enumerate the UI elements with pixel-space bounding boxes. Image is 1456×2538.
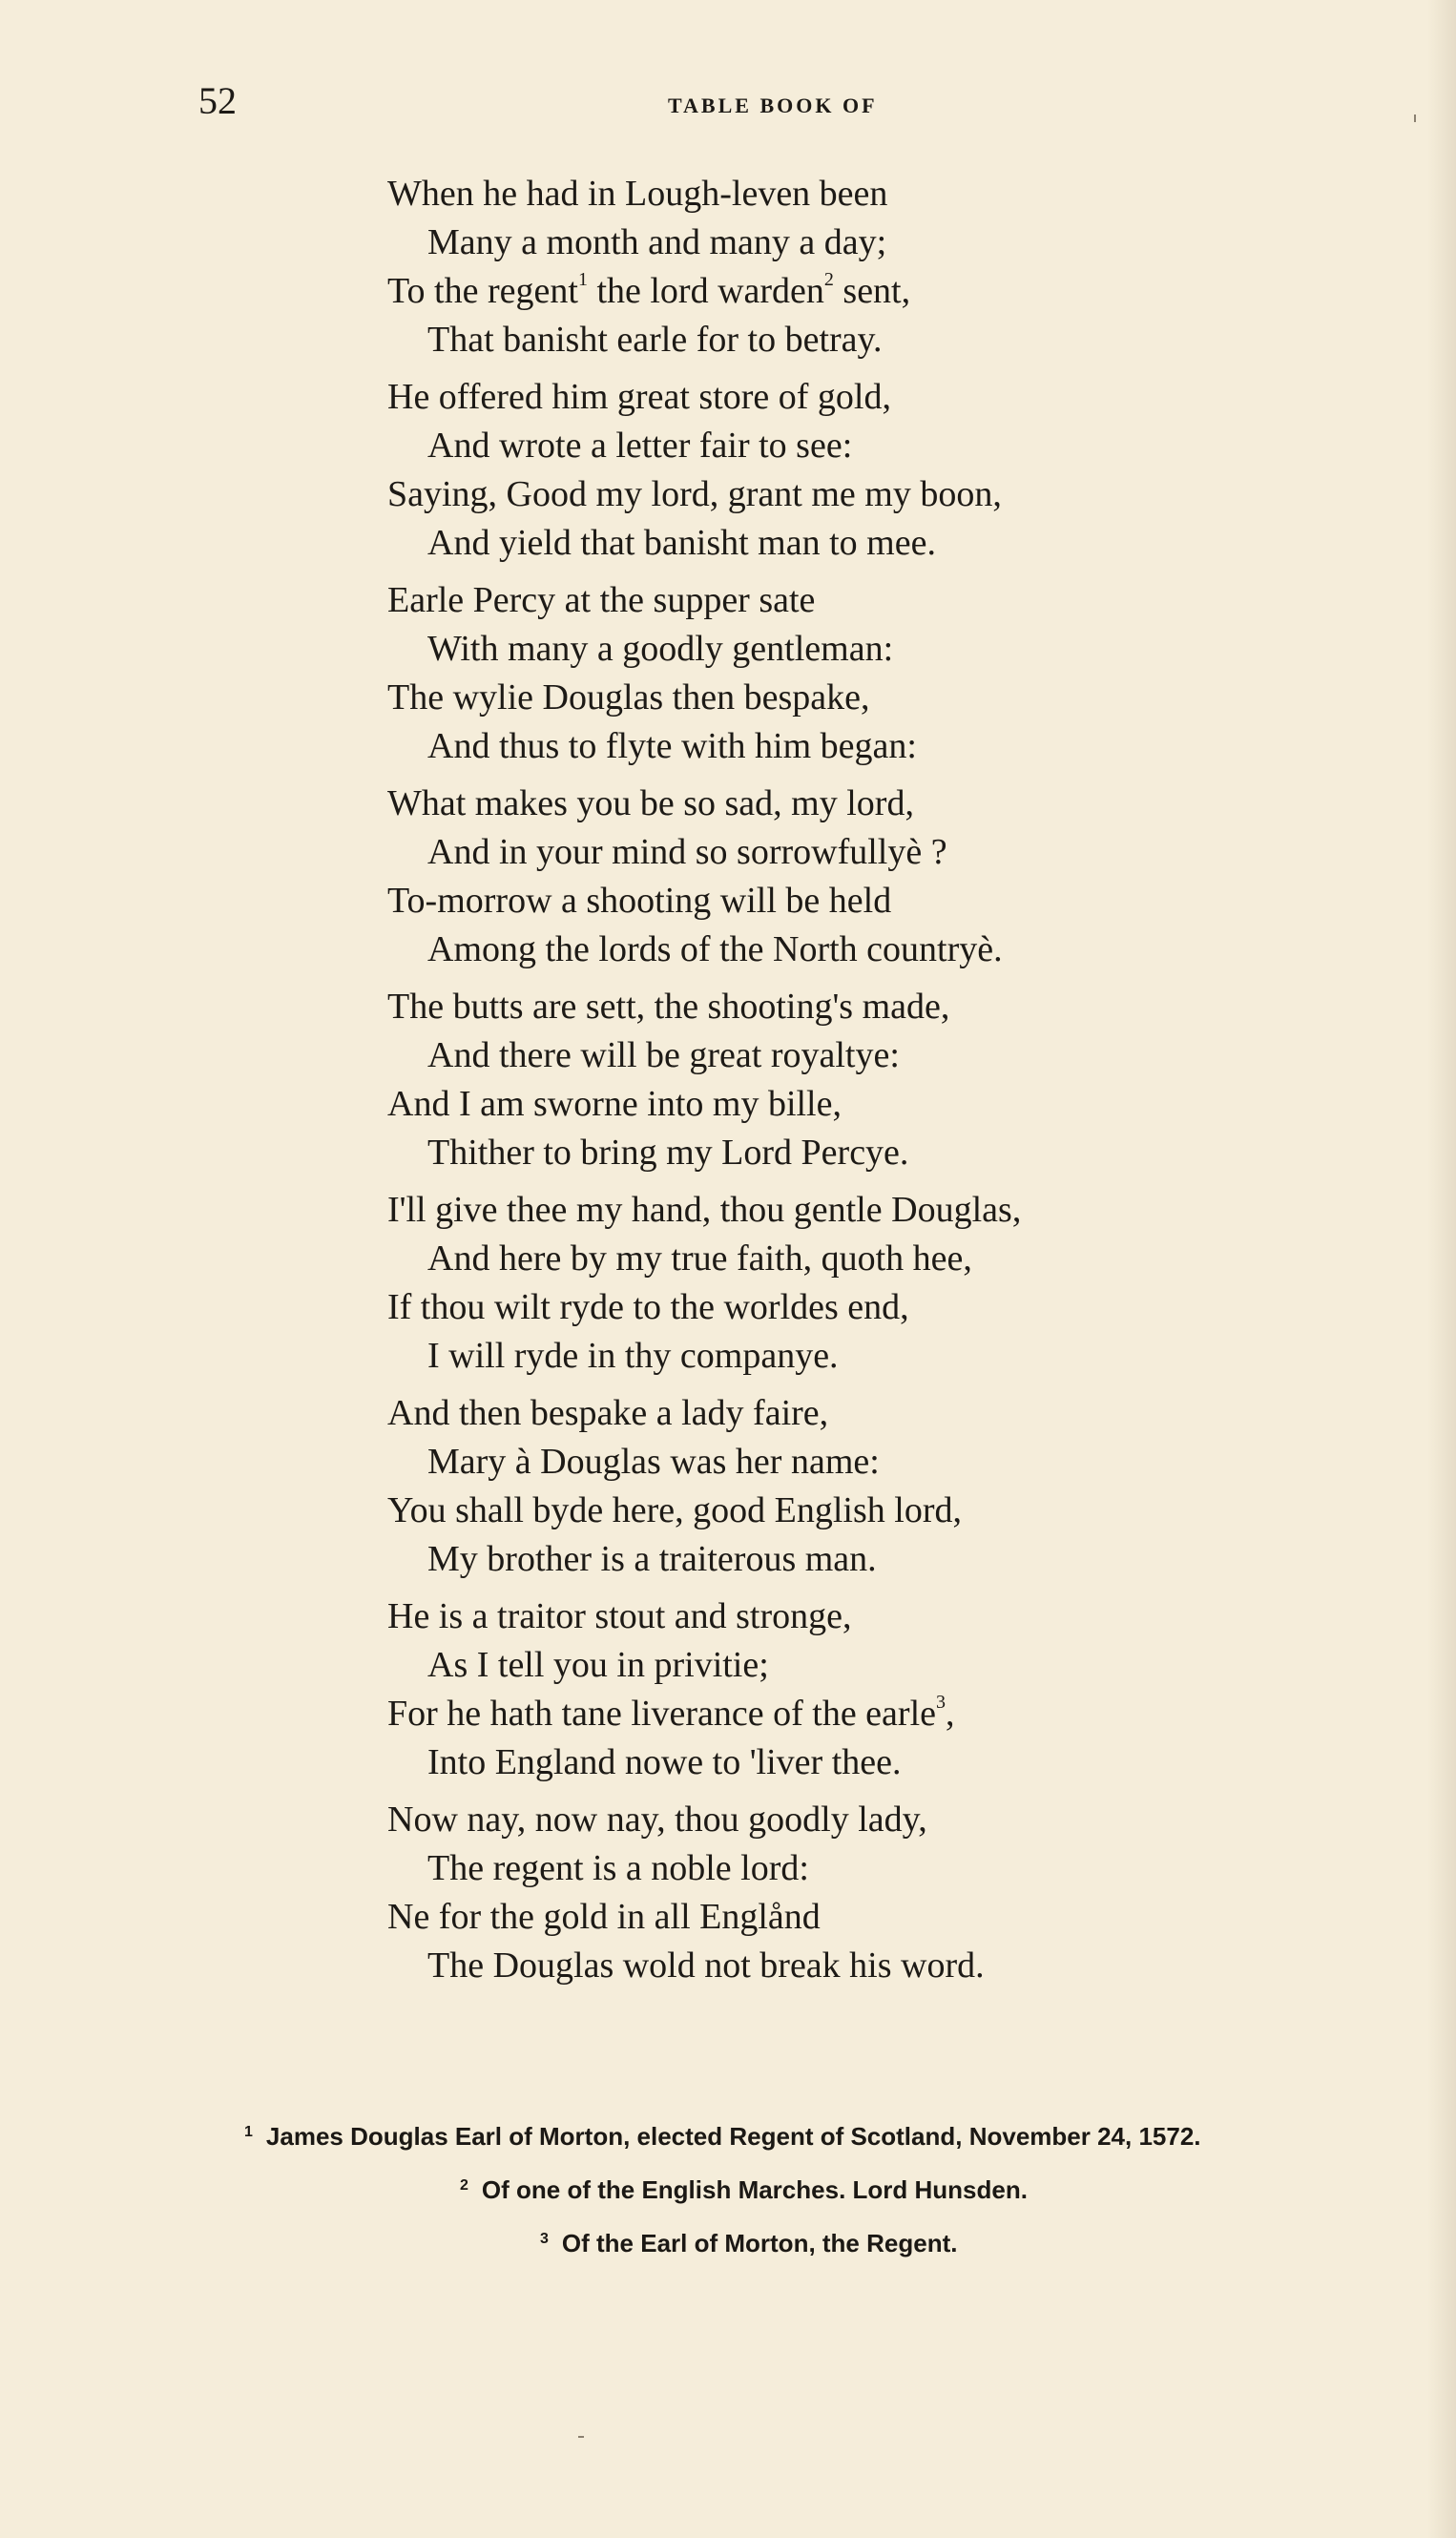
poem-line: Among the lords of the North countryè. xyxy=(427,929,1003,969)
poem-line: Saying, Good my lord, grant me my boon, xyxy=(387,474,1002,514)
poem-line: And I am sworne into my bille, xyxy=(387,1084,842,1124)
footnote-mark: 1 xyxy=(244,2124,253,2140)
poem-line: And here by my true faith, quoth hee, xyxy=(427,1238,972,1279)
stanza xyxy=(387,780,1342,974)
poem-line: And wrote a letter fair to see: xyxy=(427,426,853,466)
poem-line: He is a traitor stout and stronge, xyxy=(387,1596,852,1636)
poem-line: The regent is a noble lord: xyxy=(427,1848,809,1888)
stanza xyxy=(387,1389,1342,1584)
poem-line: Now nay, now nay, thou goodly lady, xyxy=(387,1799,927,1840)
page-number: 52 xyxy=(198,79,237,122)
poem-line: My brother is a traiterous man. xyxy=(427,1539,877,1579)
footnote-mark: 2 xyxy=(460,2177,468,2194)
line-segment: For he hath tane liverance of the earle xyxy=(387,1694,936,1734)
poem-line: If thou wilt ryde to the worldes end, xyxy=(387,1287,909,1327)
poem-line: Ne for the gold in all Englånd xyxy=(387,1897,821,1937)
poem-line: To-morrow a shooting will be held xyxy=(387,881,892,921)
poem-line: And in your mind so sorrowfullyè ? xyxy=(427,832,947,872)
stanza xyxy=(387,1592,1342,1787)
poem-line xyxy=(387,267,1342,316)
poem-line: When he had in Lough-leven been xyxy=(387,174,888,214)
footnote-reference: 3 xyxy=(936,1692,946,1714)
line-segment: , xyxy=(946,1694,955,1734)
poem-line: He offered him great store of gold, xyxy=(387,377,891,417)
poem xyxy=(387,170,1342,1999)
poem-line: I will ryde in thy companye. xyxy=(427,1336,839,1376)
footnote xyxy=(244,2122,1201,2152)
poem-line: And thus to flyte with him began: xyxy=(427,726,917,766)
stanza xyxy=(387,1186,1342,1381)
line-segment: sent, xyxy=(833,271,911,311)
poem-line: What makes you be so sad, my lord, xyxy=(387,783,914,823)
footnote-text: James Douglas Earl of Morton, elected Regent of Scotland, November 24, 1572. xyxy=(265,2122,1201,2151)
poem-line: And yield that banisht man to mee. xyxy=(427,523,936,563)
poem-line: You shall byde here, good English lord, xyxy=(387,1490,962,1530)
stanza xyxy=(387,373,1342,568)
poem-line: The wylie Douglas then bespake, xyxy=(387,677,870,718)
poem-line: The Douglas wold not break his word. xyxy=(427,1945,985,1986)
poem-line: The butts are sett, the shooting's made, xyxy=(387,987,950,1027)
line-segment: the lord warden xyxy=(587,271,824,311)
page-edge-shadow xyxy=(1427,0,1456,2538)
stanza xyxy=(387,170,1342,364)
running-head: TABLE BOOK OF xyxy=(668,94,878,117)
poem-line: Thither to bring my Lord Percye. xyxy=(427,1133,909,1173)
poem-line: Mary à Douglas was her name: xyxy=(427,1442,880,1482)
footnote-reference: 2 xyxy=(823,269,834,291)
stanza xyxy=(387,1796,1342,1990)
footnote xyxy=(460,2175,1028,2205)
poem-line: That banisht earle for to betray. xyxy=(427,320,883,360)
poem-line xyxy=(387,1690,1342,1738)
poem-line: And there will be great royaltye: xyxy=(427,1035,900,1075)
footnote-mark: 3 xyxy=(540,2231,549,2247)
footnote xyxy=(540,2229,957,2258)
poem-line: I'll give thee my hand, thou gentle Douglas, xyxy=(387,1190,1022,1230)
footnote-text: Of one of the English Marches. Lord Hunsden. xyxy=(481,2175,1028,2204)
page-header xyxy=(0,78,1456,135)
poem-line: As I tell you in privitie; xyxy=(427,1645,769,1685)
poem-line: Earle Percy at the supper sate xyxy=(387,580,816,620)
poem-line: Into England nowe to 'liver thee. xyxy=(427,1742,902,1782)
stray-ink-mark xyxy=(578,2436,584,2438)
poem-line: With many a goodly gentleman: xyxy=(427,629,894,669)
poem-line: And then bespake a lady faire, xyxy=(387,1393,829,1433)
line-segment: To the regent xyxy=(387,271,578,311)
footnote-text: Of the Earl of Morton, the Regent. xyxy=(561,2229,958,2257)
stanza xyxy=(387,983,1342,1177)
stanza xyxy=(387,576,1342,771)
poem-line: Many a month and many a day; xyxy=(427,222,887,262)
footnote-reference: 1 xyxy=(577,269,588,291)
